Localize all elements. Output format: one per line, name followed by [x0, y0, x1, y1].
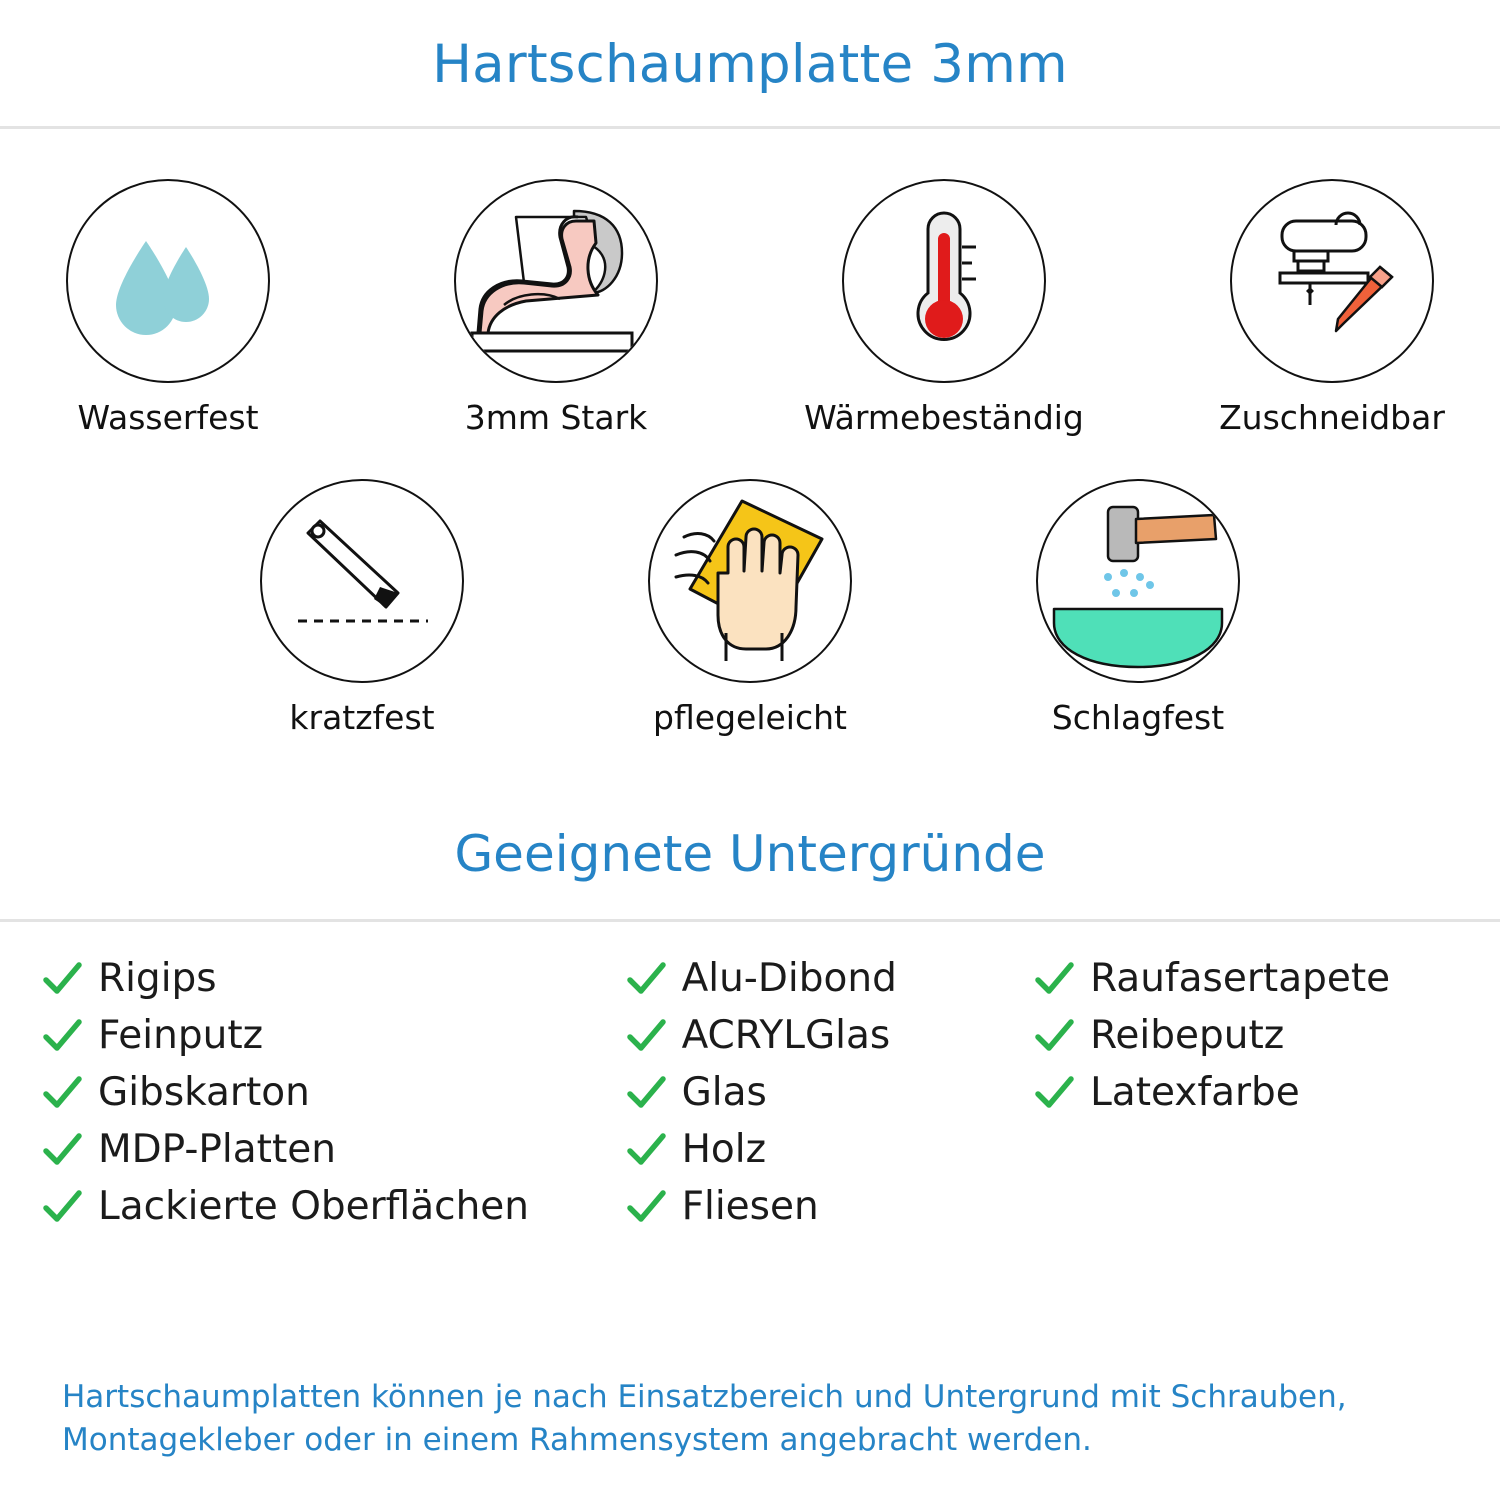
list-item-label: Glas: [681, 1070, 767, 1116]
substrate-list: [0, 922, 1500, 1235]
feature-icon-circle: [1036, 479, 1240, 683]
check-icon: [624, 957, 668, 1001]
list-item-label: Reibeputz: [1090, 1013, 1285, 1059]
check-icon: [624, 1185, 668, 1229]
hammer-impact-icon: [1038, 481, 1238, 681]
thermometer-icon: [844, 181, 1044, 381]
feature-icon-circle: [66, 179, 270, 383]
check-icon: [1032, 1014, 1076, 1058]
knife-scratch-icon: [262, 481, 462, 681]
feature-kratzfest: [227, 479, 497, 737]
list-item: [624, 1007, 1033, 1064]
header: [0, 0, 1500, 94]
feature-icon-circle: [1230, 179, 1434, 383]
list-item: [1032, 1007, 1460, 1064]
list-item: [624, 1064, 1033, 1121]
section-heading-untergruende: Geeignete Untergründe: [454, 825, 1046, 884]
substrate-column-3: [1032, 950, 1460, 1235]
feature-icon-circle: [454, 179, 658, 383]
feature-row-1: [0, 179, 1500, 437]
list-item-label: ACRYLGlas: [681, 1013, 891, 1059]
list-item-label: Holz: [681, 1127, 767, 1173]
list-item: [40, 950, 624, 1007]
check-icon: [40, 1185, 84, 1229]
list-item: [40, 1064, 624, 1121]
list-item: [624, 950, 1033, 1007]
check-icon: [624, 1014, 668, 1058]
jigsaw-cutter-icon: [1232, 181, 1432, 381]
footer-note: Hartschaumplatten können je nach Einsatzbereich und Untergrund mit Schrauben, Montagekleber oder in einem Rahmensystem angebracht werden.: [62, 1379, 1347, 1459]
list-item-label: Raufasertapete: [1090, 956, 1391, 1002]
check-icon: [40, 957, 84, 1001]
feature-zuschneidbar: [1197, 179, 1467, 437]
feature-wasserfest: [33, 179, 303, 437]
feature-icon-circle: [842, 179, 1046, 383]
feature-schlagfest: [1003, 479, 1273, 737]
feature-label: 3mm Stark: [464, 398, 648, 438]
feature-pflegeleicht: [615, 479, 885, 737]
substrate-column-2: [624, 950, 1033, 1235]
feature-label: Zuschneidbar: [1219, 398, 1445, 438]
check-icon: [624, 1071, 668, 1115]
list-item-label: Rigips: [98, 956, 217, 1002]
strong-arm-icon: [456, 181, 656, 381]
list-item-label: Gibskarton: [98, 1070, 310, 1116]
feature-label: kratzfest: [289, 698, 435, 738]
feature-waermebestaendig: [804, 179, 1084, 438]
feature-icon-circle: [648, 479, 852, 683]
list-item: [40, 1178, 624, 1235]
feature-3mm-stark: [421, 179, 691, 437]
list-item-label: Alu-Dibond: [681, 956, 897, 1002]
list-item: [624, 1178, 1033, 1235]
list-item-label: Latexfarbe: [1090, 1070, 1300, 1116]
check-icon: [1032, 1071, 1076, 1115]
check-icon: [40, 1128, 84, 1172]
feature-label: Wärmebeständig: [804, 398, 1084, 438]
check-icon: [624, 1128, 668, 1172]
feature-label: Schlagfest: [1051, 698, 1225, 738]
list-item: [40, 1007, 624, 1064]
page-title: Hartschaumplatte 3mm: [432, 34, 1068, 95]
feature-label: pflegeleicht: [653, 698, 847, 738]
list-item: [1032, 1064, 1460, 1121]
check-icon: [40, 1014, 84, 1058]
list-item-label: Feinputz: [98, 1013, 264, 1059]
feature-label: Wasserfest: [77, 398, 259, 438]
feature-icon-circle: [260, 479, 464, 683]
check-icon: [40, 1071, 84, 1115]
substrate-column-1: [40, 950, 624, 1235]
list-item: [1032, 950, 1460, 1007]
list-item-label: Fliesen: [681, 1184, 819, 1230]
feature-row-2: [0, 479, 1500, 737]
cleaning-cloth-hand-icon: [650, 481, 850, 681]
list-item: [624, 1121, 1033, 1178]
list-item-label: Lackierte Oberflächen: [98, 1184, 530, 1230]
list-item-label: MDP-Platten: [98, 1127, 336, 1173]
list-item: [40, 1121, 624, 1178]
water-drops-icon: [68, 181, 268, 381]
check-icon: [1032, 957, 1076, 1001]
feature-grid: [0, 129, 1500, 737]
